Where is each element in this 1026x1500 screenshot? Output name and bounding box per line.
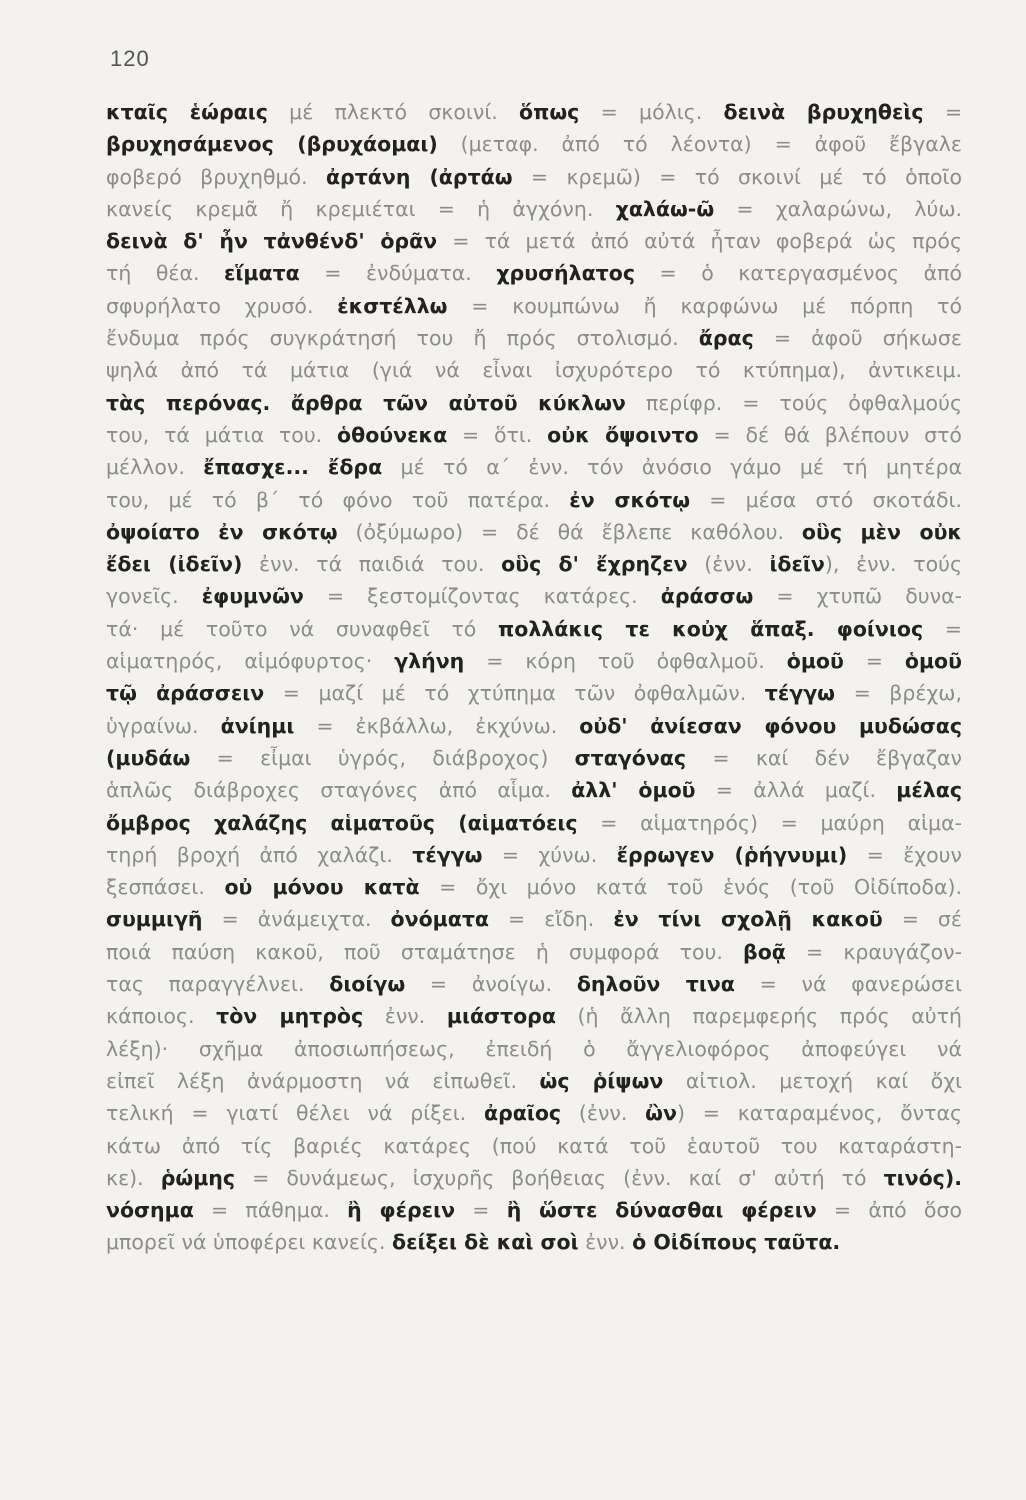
gloss-text: = εἴδη.: [489, 907, 614, 932]
gloss-text: φοβερό βρυχηθμό.: [106, 164, 326, 189]
gloss-text: κάποιος.: [106, 1004, 217, 1029]
gloss-text: εἰπεῖ λέξη ἀνάρμοστη νά εἰπωθεῖ.: [106, 1068, 540, 1093]
lemma-term: τινός).: [883, 1165, 962, 1190]
gloss-text: ἔνδυμα πρός συγκράτησή του ἤ πρός στολισμό.: [106, 326, 699, 351]
gloss-text: τή θέα.: [106, 261, 225, 286]
lemma-term: δηλοῦν τινα: [576, 972, 735, 997]
gloss-text: = ὅτι.: [447, 422, 548, 447]
gloss-text: = χύνω.: [482, 842, 617, 867]
lemma-term: οὐκ ὄψοιντο: [547, 422, 699, 447]
text-line: [106, 1130, 962, 1162]
text-line: [106, 225, 962, 257]
text-line: [106, 839, 962, 871]
lemma-term: ἢ ὥστε δύνασθαι φέρειν: [506, 1198, 817, 1223]
text-line: [106, 936, 962, 968]
lemma-term: ἀνίημι: [220, 713, 295, 738]
gloss-text: = βρέχω,: [835, 681, 962, 706]
text-line: [106, 645, 962, 677]
text-line: [106, 387, 962, 419]
lemma-term: δεινὰ δ' ἦν τἀνθένδ' ὁρᾶν: [106, 229, 438, 254]
text-line: [106, 128, 962, 160]
gloss-text: ), ἐνν. τούς: [824, 552, 962, 577]
gloss-text: = καί δέν ἔβγαζαν: [686, 745, 962, 770]
lemma-term: ἢ φέρειν: [347, 1198, 456, 1223]
gloss-text: =: [923, 616, 962, 641]
gloss-text: = χτυπῶ δυνα-: [753, 584, 962, 609]
gloss-text: ξεσπάσει.: [106, 875, 225, 900]
lemma-term: μιάστορα: [446, 1004, 556, 1029]
lemma-term: ὁμοῦ: [786, 649, 844, 674]
gloss-text: = πάθημα.: [193, 1198, 348, 1223]
gloss-text: = κόρη τοῦ ὀφθαλμοῦ.: [464, 649, 787, 674]
lemma-term: πολλάκις τε κοὐχ ἅπαξ. φοίνιος: [498, 616, 924, 641]
lemma-term: ἀρτάνη (ἀρτάω: [325, 164, 513, 189]
gloss-text: = εἶμαι ὑγρός, διάβροχος): [190, 745, 575, 770]
gloss-text: = μόλις.: [579, 100, 724, 124]
text-line: [106, 419, 962, 451]
text-line: [106, 322, 962, 354]
gloss-text: =: [455, 1198, 507, 1223]
text-line: [106, 580, 962, 612]
lemma-term: ἔδει (ἰδεῖν): [106, 552, 243, 577]
lemma-term: ὄμβρος χαλάζης αἱματοῦς (αἱματόεις: [106, 810, 578, 835]
commentary-text: [106, 96, 962, 1259]
lemma-term: κταῖς ἑώραις: [106, 100, 268, 124]
gloss-text: = ἀπό ὅσο: [816, 1198, 962, 1223]
lemma-term: οὐ μόνου κατὰ: [224, 875, 420, 900]
text-line: [106, 96, 962, 128]
gloss-text: = αἱματηρός) = μαύρη αἱμα-: [577, 810, 962, 835]
gloss-text: (ὀξύμωρο) = δέ θά ἔβλεπε καθόλου.: [337, 519, 802, 544]
gloss-text: σφυρήλατο χρυσό.: [106, 293, 338, 318]
gloss-text: = ἀλλά μαζί.: [695, 778, 897, 803]
lemma-term: ῥώμης: [160, 1165, 236, 1190]
gloss-text: ἐνν. τά παιδιά του.: [242, 552, 502, 577]
gloss-text: του, τά μάτια του.: [106, 422, 338, 447]
text-line: [106, 516, 962, 548]
lemma-term: ἄρας: [698, 326, 754, 351]
gloss-text: ἐνν.: [578, 1230, 633, 1255]
lemma-term: ὁ Οἰδίπους ταῦτα.: [632, 1230, 841, 1255]
lemma-term: σταγόνας: [574, 745, 687, 770]
gloss-text: ἐνν.: [363, 1004, 447, 1029]
gloss-text: λέξη)· σχῆμα ἀποσιωπήσεως, ἐπειδή ὁ ἄγγελιοφόρος ἀποφεύγει νά: [106, 1036, 962, 1061]
lemma-term: διοίγω: [329, 972, 406, 997]
lemma-term: τὸν μητρὸς: [216, 1004, 364, 1029]
text-line: [106, 774, 962, 806]
gloss-text: = μαζί μέ τό χτύπημα τῶν ὀφθαλμῶν.: [264, 681, 765, 706]
lemma-term: μέλας: [896, 778, 962, 803]
text-line: [106, 1162, 962, 1194]
gloss-text: = ὄχι μόνο κατά τοῦ ἑνός (τοῦ Οἰδίποδα).: [419, 875, 962, 900]
gloss-text: ψηλά ἀπό τά μάτια (γιά νά εἶναι ἰσχυρότερο τό κτύπημα), ἀντικειμ.: [106, 358, 962, 383]
lemma-term: ἐφυμνῶν: [201, 584, 304, 609]
gloss-text: = σέ: [882, 907, 962, 932]
gloss-text: = ἀφοῦ σήκωσε: [753, 326, 962, 351]
gloss-text: = ξεστομίζοντας κατάρες.: [303, 584, 661, 609]
text-line: [106, 1000, 962, 1032]
lemma-term: δεινὰ βρυχηθεὶς: [723, 100, 924, 124]
gloss-text: (μεταφ. ἀπό τό λέοντα) = ἀφοῦ ἔβγαλε: [437, 132, 962, 157]
lemma-term: χαλάω-ῶ: [615, 196, 715, 221]
gloss-text: =: [923, 100, 962, 124]
gloss-text: = χαλαρώνω, λύω.: [714, 196, 962, 221]
lemma-term: (μυδάω: [106, 745, 191, 770]
gloss-text: = ἔχουν: [847, 842, 962, 867]
gloss-text: = δέ θά βλέπουν στό: [698, 422, 962, 447]
gloss-text: = ὁ κατεργασμένος ἀπό: [635, 261, 962, 286]
lemma-term: οὓς δ' ἔχρηζεν: [501, 552, 688, 577]
text-line: [106, 1097, 962, 1129]
lemma-term: ἀράσσω: [660, 584, 754, 609]
gloss-text: (ἐνν.: [561, 1101, 646, 1126]
lemma-term: τῷ ἀράσσειν: [106, 681, 265, 706]
lemma-term: συμμιγῆ: [106, 907, 203, 932]
text-line: [106, 1033, 962, 1065]
text-line: [106, 968, 962, 1000]
lemma-term: ὡς ῥίψων: [539, 1068, 664, 1093]
gloss-text: τά· μέ τοῦτο νά συναφθεῖ τό: [106, 616, 499, 641]
lemma-term: χρυσήλατος: [496, 261, 636, 286]
gloss-text: γονεῖς.: [106, 584, 202, 609]
gloss-text: = μέσα στό σκοτάδι.: [690, 487, 962, 512]
text-line: [106, 1226, 962, 1258]
lemma-term: βοᾷ: [743, 939, 786, 964]
lemma-term: ὅπως: [519, 100, 580, 124]
lemma-term: οὐδ' ἀνίεσαν φόνου μυδώσας: [579, 713, 962, 738]
gloss-text: = κραυγάζον-: [785, 939, 962, 964]
gloss-text: του, μέ τό β΄ τό φόνο τοῦ πατέρα.: [106, 487, 570, 512]
gloss-text: = ἀνάμειχτα.: [202, 907, 391, 932]
page-number: 120: [110, 46, 150, 71]
lemma-term: ὢν: [645, 1101, 677, 1126]
lemma-term: τέγγω: [764, 681, 836, 706]
text-line: [106, 161, 962, 193]
gloss-text: (ἡ ἄλλη παρεμφερής πρός αὐτή: [555, 1004, 962, 1029]
gloss-text: ἁπλῶς διάβροχες σταγόνες ἀπό αἷμα.: [106, 778, 572, 803]
text-line: [106, 451, 962, 483]
lemma-term: τέγγω: [412, 842, 483, 867]
text-line: [106, 290, 962, 322]
lemma-term: ὀψοίατο ἐν σκότῳ: [106, 519, 338, 544]
text-line: [106, 1194, 962, 1226]
lemma-term: ἐν σκότῳ: [569, 487, 691, 512]
gloss-text: = κρεμῶ) = τό σκοινί μέ τό ὁποῖο: [512, 164, 962, 189]
text-line: [106, 807, 962, 839]
gloss-text: τηρή βροχή ἀπό χαλάζι.: [106, 842, 413, 867]
text-line: [106, 613, 962, 645]
gloss-text: κάτω ἀπό τίς βαριές κατάρες (πού κατά τοῦ ἑαυτοῦ του καταράστη-: [106, 1133, 962, 1158]
gloss-text: = ἐκβάλλω, ἐκχύνω.: [294, 713, 580, 738]
text-line: [106, 548, 962, 580]
text-line: [106, 354, 962, 386]
gloss-text: (ἐνν.: [687, 552, 770, 577]
gloss-text: τελική = γιατί θέλει νά ρίξει.: [106, 1101, 484, 1126]
gloss-text: μέ πλεκτό σκοινί.: [267, 100, 520, 124]
gloss-text: τας παραγγέλνει.: [106, 972, 330, 997]
gloss-text: μέ τό α΄ ἐνν. τόν ἀνόσιο γάμο μέ τή μητέρα: [382, 455, 962, 480]
lemma-term: ἰδεῖν: [769, 552, 825, 577]
gloss-text: κανείς κρεμᾶ ἤ κρεμιέται = ἡ ἀγχόνη.: [106, 196, 616, 221]
lemma-term: ὁθούνεκα: [337, 422, 448, 447]
lemma-term: τὰς περόνας. ἄρθρα τῶν αὐτοῦ κύκλων: [106, 390, 626, 415]
gloss-text: = τά μετά ἀπό αὐτά ἦταν φοβερά ὡς πρός: [437, 229, 962, 254]
gloss-text: = νά φανερώσει: [734, 972, 962, 997]
text-line: [106, 193, 962, 225]
lemma-term: γλήνη: [394, 649, 465, 674]
lemma-term: ἀλλ' ὁμοῦ: [571, 778, 696, 803]
gloss-text: αἱματηρός, αἱμόφυρτος·: [106, 649, 395, 674]
lemma-term: ἀραῖος: [484, 1101, 562, 1126]
lemma-term: οὓς μὲν οὐκ: [801, 519, 962, 544]
gloss-text: ) = καταραμένος, ὄντας: [676, 1101, 962, 1126]
gloss-text: αἰτιολ. μετοχή καί ὄχι: [663, 1068, 962, 1093]
lemma-term: δείξει δὲ καὶ σοὶ: [391, 1230, 579, 1255]
gloss-text: κε).: [106, 1165, 161, 1190]
gloss-text: μπορεῖ νά ὑποφέρει κανείς.: [106, 1230, 392, 1255]
text-line: [106, 903, 962, 935]
gloss-text: μέλλον.: [106, 455, 204, 480]
gloss-text: ὑγραίνω.: [106, 713, 221, 738]
text-line: [106, 677, 962, 709]
lemma-term: ὁμοῦ: [904, 649, 962, 674]
lemma-term: ἔρρωγεν (ῥήγνυμι): [616, 842, 848, 867]
text-line: [106, 257, 962, 289]
text-line: [106, 710, 962, 742]
text-line: [106, 484, 962, 516]
gloss-text: = ἀνοίγω.: [405, 972, 577, 997]
gloss-text: = κουμπώνω ἤ καρφώνω μέ πόρπη τό: [447, 293, 962, 318]
gloss-text: περίφρ. = τούς ὀφθαλμούς: [625, 390, 962, 415]
text-line: [106, 871, 962, 903]
lemma-term: ἐν τίνι σχολῇ κακοῦ: [613, 907, 883, 932]
text-line: [106, 1065, 962, 1097]
lemma-term: εἵματα: [224, 261, 300, 286]
lemma-term: ἐκστέλλω: [337, 293, 448, 318]
gloss-text: ποιά παύση κακοῦ, ποῦ σταμάτησε ἡ συμφορά του.: [106, 939, 744, 964]
gloss-text: = ἐνδύματα.: [299, 261, 497, 286]
lemma-term: νόσημα: [106, 1198, 194, 1223]
lemma-term: βρυχησάμενος (βρυχάομαι): [106, 132, 438, 157]
gloss-text: =: [843, 649, 905, 674]
lemma-term: ὀνόματα: [390, 907, 490, 932]
gloss-text: = δυνάμεως, ἰσχυρῆς βοήθειας (ἐνν. καί σ' αὐτή τό: [235, 1165, 884, 1190]
text-line: [106, 742, 962, 774]
lemma-term: ἔπασχε... ἔδρα: [203, 455, 383, 480]
